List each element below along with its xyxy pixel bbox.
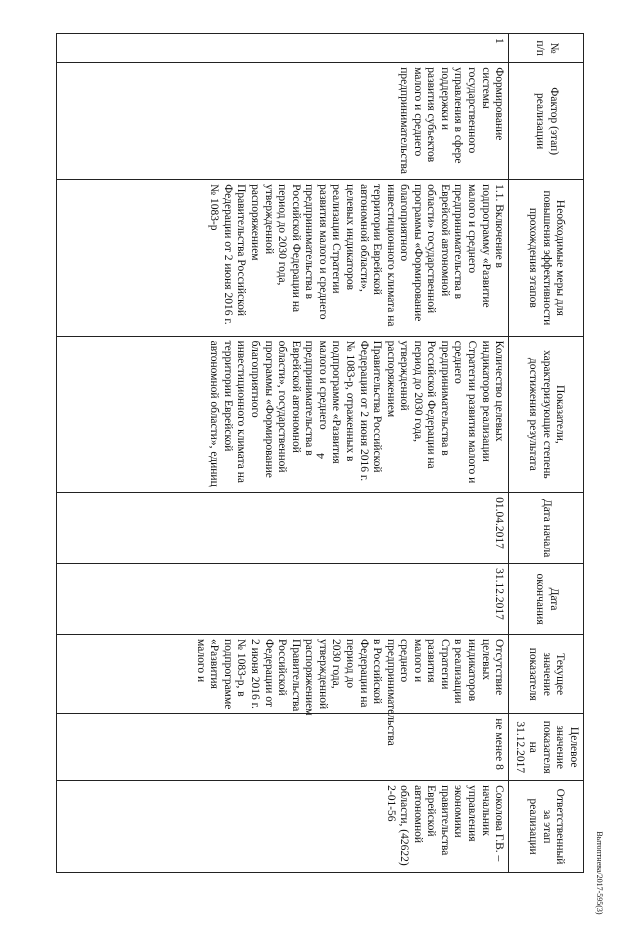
header-current-value: Текущее значение показателя	[509, 635, 584, 714]
cell-indicator: Количество целевых индикаторов реализации Стратегии развития малого и среднего предпринимательства в Российской Федерации на период до 2030 года, утвержденной распоряжением Правительства Российской Федерации от 2 июня 2016 г. № 1083-р, отраженных в подпрограмме «Развития малого и среднего предпринимательства в Еврейской автономной области», государственной программы «Формирование благоприятного инвестиционного климата на территории Еврейской автономной области», единиц	[57, 336, 509, 493]
cell-measures: 1.1. Включение в подпрограмму «Развитие малого и среднего предпринимательства в Еврейской автономной области» государственной программы «Формирование благоприятного инвестиционного климата на территории Еврейской автономной области», целевых индикаторов реализации Стратегии развития малого и среднего предпринимательства в Российской Федерации на период до 2030 года, утвержденной распоряжением Правительства Российской Федерации от 2 июня 2016 г. № 1083-р	[57, 180, 509, 337]
table-row	[57, 34, 509, 873]
header-measures: Необходимые меры для повышения эффективности прохождения этапов	[509, 180, 584, 337]
header-factor: Фактор (этап) реализации	[509, 63, 584, 180]
cell-start-date: 01.04.2017	[57, 493, 509, 564]
header-num: № п/п	[509, 34, 584, 63]
cell-target-value: не менее 8	[57, 714, 509, 781]
header-start-date: Дата начала	[509, 493, 584, 564]
footer-note: Вытоптнева/2017-595(3)	[595, 831, 604, 915]
header-end-date: Дата окончания	[509, 564, 584, 635]
document-sheet	[56, 33, 584, 873]
table-header-row	[509, 34, 584, 873]
cell-end-date: 31.12.2017	[57, 564, 509, 635]
header-target-value: Целевое значение показателя на 31.12.2017	[509, 714, 584, 781]
cell-current-value: Отсутствие целевых индикаторов в реализации Стратегии развития малого и среднего предпринимательства в Российской Федерации на период до 2030 года, утвержденной распоряжением Правительства Российской Федерации от 2 июня 2016 г. № 1083-р, в подпрограмме «Развития малого и	[57, 635, 509, 714]
header-responsible: Ответственный за этап реализации	[509, 781, 584, 873]
page-number: 4	[313, 453, 327, 459]
cell-num: 1	[57, 34, 509, 63]
cell-factor: Формирование системы государственного управления в сфере поддержки и развития субъектов малого и среднего предпринимательства	[57, 63, 509, 180]
implementation-table	[56, 33, 584, 873]
header-indicator: Показатели, характеризующие степень достижения результата	[509, 336, 584, 493]
cell-responsible: Соколова Г.В. – начальник управления экономики правительства Еврейской автономной области, (42622) 2-01-56	[57, 781, 509, 873]
